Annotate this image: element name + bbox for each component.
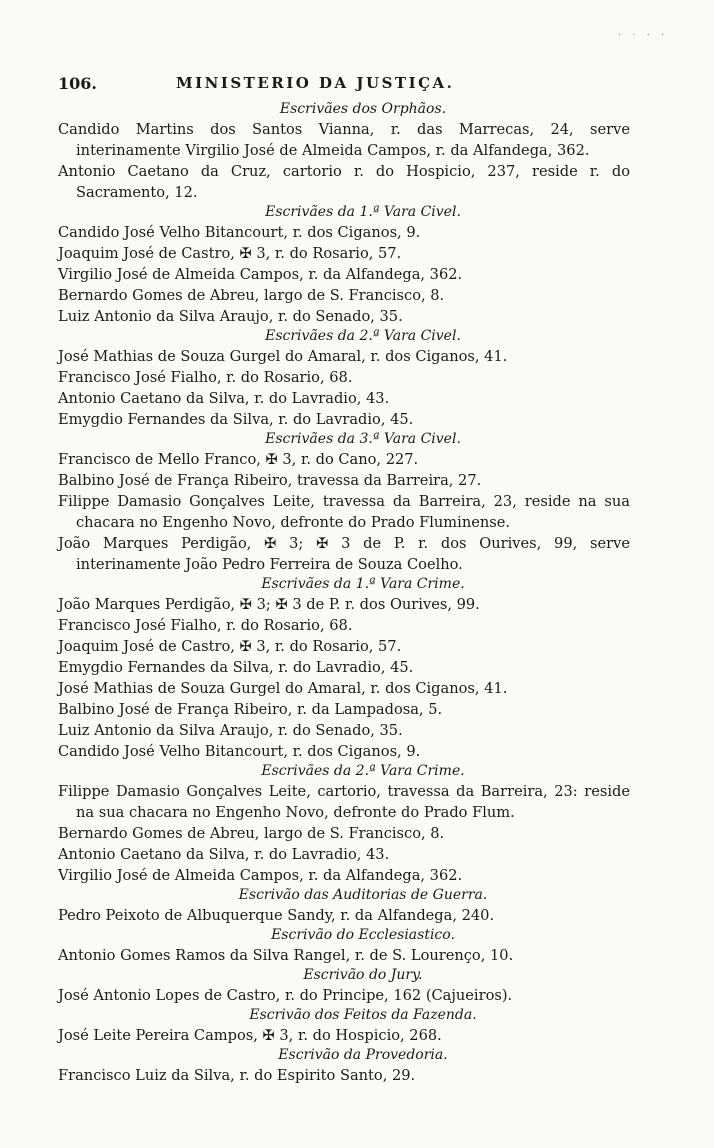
directory-listing xyxy=(58,100,630,1086)
directory-entry: Emygdio Fernandes da Silva, r. do Lavradio, 45. xyxy=(58,659,414,676)
directory-entry: Francisco de Mello Franco, ✠ 3, r. do Cano, 227. xyxy=(58,451,419,468)
running-head xyxy=(58,74,678,98)
section-heading: Escrivães da 2.ª Vara Crime. xyxy=(261,763,465,779)
section-heading: Escrivães da 1.ª Vara Civel. xyxy=(265,204,461,220)
directory-entry: Antonio Caetano da Silva, r. do Lavradio, 43. xyxy=(58,846,390,863)
directory-entry: Emygdio Fernandes da Silva, r. do Lavradio, 45. xyxy=(58,411,414,428)
page-number: 106. xyxy=(58,74,97,93)
directory-entry: Balbino José de França Ribeiro, travessa da Barreira, 27. xyxy=(58,472,482,489)
section-heading: Escrivães da 3.ª Vara Civel. xyxy=(265,431,461,447)
directory-entry: Candido José Velho Bitancourt, r. dos Ciganos, 9. xyxy=(58,743,421,760)
section-heading: Escrivão da Provedoria. xyxy=(278,1047,448,1063)
section-heading: Escrivães da 1.ª Vara Crime. xyxy=(261,576,465,592)
section-heading: Escrivão dos Feitos da Fazenda. xyxy=(249,1007,477,1023)
directory-entry: Joaquim José de Castro, ✠ 3, r. do Rosario, 57. xyxy=(58,638,402,655)
section-heading: Escrivão do Ecclesiastico. xyxy=(271,927,455,943)
directory-entry: Bernardo Gomes de Abreu, largo de S. Francisco, 8. xyxy=(58,287,445,304)
directory-entry: Joaquim José de Castro, ✠ 3, r. do Rosario, 57. xyxy=(58,245,402,262)
directory-entry: Luiz Antonio da Silva Araujo, r. do Senado, 35. xyxy=(58,308,403,325)
margin-specks: · · · · xyxy=(618,30,669,41)
directory-entry: Pedro Peixoto de Albuquerque Sandy, r. da Alfandega, 240. xyxy=(58,907,495,924)
directory-entry: Filippe Damasio Gonçalves Leite, travessa da Barreira, 23, reside na sua chacara no Engenho Novo, defronte do Prado Fluminense. xyxy=(58,493,630,531)
directory-entry: Francisco José Fialho, r. do Rosario, 68. xyxy=(58,369,353,386)
directory-entry: Bernardo Gomes de Abreu, largo de S. Francisco, 8. xyxy=(58,825,445,842)
directory-entry: Francisco Luiz da Silva, r. do Espirito Santo, 29. xyxy=(58,1067,416,1084)
section-heading: Escrivães da 2.ª Vara Civel. xyxy=(265,328,461,344)
directory-entry: José Mathias de Souza Gurgel do Amaral, r. dos Ciganos, 41. xyxy=(58,680,508,697)
directory-entry: Virgilio José de Almeida Campos, r. da Alfandega, 362. xyxy=(58,867,463,884)
directory-entry: João Marques Perdigão, ✠ 3; ✠ 3 de P. r. dos Ourives, 99, serve interinamente João Pedro Ferreira de Souza Coelho. xyxy=(58,535,630,573)
directory-entry: Virgilio José de Almeida Campos, r. da Alfandega, 362. xyxy=(58,266,463,283)
directory-entry: João Marques Perdigão, ✠ 3; ✠ 3 de P. r. dos Ourives, 99. xyxy=(58,596,480,613)
directory-entry: José Leite Pereira Campos, ✠ 3, r. do Hospicio, 268. xyxy=(58,1027,442,1044)
directory-entry: Filippe Damasio Gonçalves Leite, cartorio, travessa da Barreira, 23: reside na sua chacara no Engenho Novo, defronte do Prado Flum. xyxy=(58,783,630,821)
directory-entry: Antonio Caetano da Silva, r. do Lavradio, 43. xyxy=(58,390,390,407)
directory-entry: Balbino José de França Ribeiro, r. da Lampadosa, 5. xyxy=(58,701,443,718)
section-heading: Escrivão do Jury. xyxy=(303,967,423,983)
directory-entry: José Antonio Lopes de Castro, r. do Principe, 162 (Cajueiros). xyxy=(58,987,513,1004)
directory-entry: Antonio Caetano da Cruz, cartorio r. do Hospicio, 237, reside r. do Sacramento, 12. xyxy=(58,163,630,201)
directory-entry: Francisco José Fialho, r. do Rosario, 68. xyxy=(58,617,353,634)
directory-entry: Luiz Antonio da Silva Araujo, r. do Senado, 35. xyxy=(58,722,403,739)
directory-entry: José Mathias de Souza Gurgel do Amaral, r. dos Ciganos, 41. xyxy=(58,348,508,365)
section-heading: Escrivães dos Orphãos. xyxy=(279,101,447,117)
directory-entry: Antonio Gomes Ramos da Silva Rangel, r. de S. Lourenço, 10. xyxy=(58,947,514,964)
page-title: MINISTERIO DA JUSTIÇA. xyxy=(176,74,455,92)
directory-entry: Candido Martins dos Santos Vianna, r. das Marrecas, 24, serve interinamente Virgilio José de Almeida Campos, r. da Alfandega, 362. xyxy=(58,121,630,159)
directory-entry: Candido José Velho Bitancourt, r. dos Ciganos, 9. xyxy=(58,224,421,241)
section-heading: Escrivão das Auditorias de Guerra. xyxy=(238,887,488,903)
